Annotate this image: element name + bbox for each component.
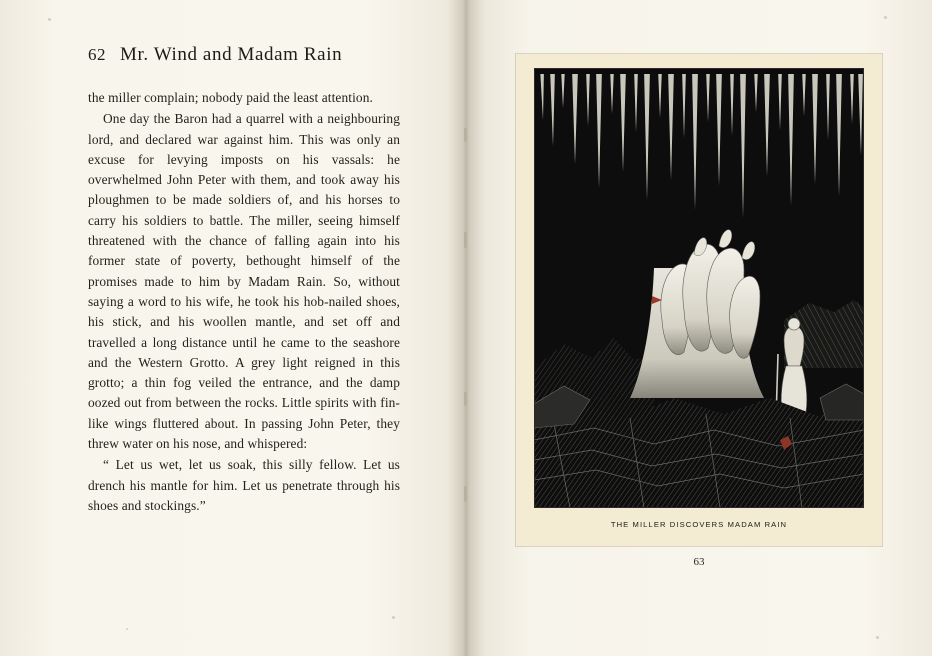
- paper-speck: [48, 18, 51, 21]
- illustration-plate: [516, 54, 882, 546]
- paper-speck: [876, 636, 879, 639]
- plate-artwork: [534, 68, 864, 508]
- binding-stitch: [464, 392, 467, 406]
- page-number-left: 62: [88, 45, 106, 64]
- plate-caption: THE MILLER DISCOVERS MADAM RAIN: [610, 520, 788, 529]
- paper-speck: [392, 616, 395, 619]
- running-head: [88, 44, 400, 66]
- left-page-text-column: [88, 44, 400, 516]
- binding-stitch: [464, 232, 467, 248]
- binding-stitch: [464, 486, 467, 502]
- paper-speck: [884, 16, 887, 19]
- binding-stitch: [464, 128, 467, 142]
- paragraph: One day the Baron had a quarrel with a neighbouring lord, and declared war against him. This was only an excuse for levying imposts on his vassals: he overwhelmed John Peter with them, and took away his ploughmen to be made soldiers of, and his horses to carry his soldiers to battle. The miller, seeing himself threatened with the chance of falling again into his former state of poverty, bethought himself of the promises made to him by Madam Rain. So, without saying a word to his wife, he took his hob-nailed shoes, his stick, and his woollen mantle, and set off and travelled a long distance until he came to the seashore and the Western Grotto. A grey light reigned in this grotto; a thin fog veiled the entrance, and the damp oozed out from between the rocks. Little spirits with fin-like wings fluttered about. In passing John Peter, they threw water on his nose, and whispered:: [88, 111, 400, 452]
- miller-discovers-madam-rain-illustration: [534, 68, 864, 508]
- paragraph: the miller complain; nobody paid the least attention.: [88, 90, 373, 105]
- book-title-head: Mr. Wind and Madam Rain: [120, 44, 343, 65]
- paragraph: “ Let us wet, let us soak, this silly fellow. Let us drench his mantle for him. Let us penetrate through his shoes and stockings.”: [88, 457, 400, 513]
- paper-speck: [126, 628, 128, 630]
- page-number-right: 63: [693, 556, 705, 568]
